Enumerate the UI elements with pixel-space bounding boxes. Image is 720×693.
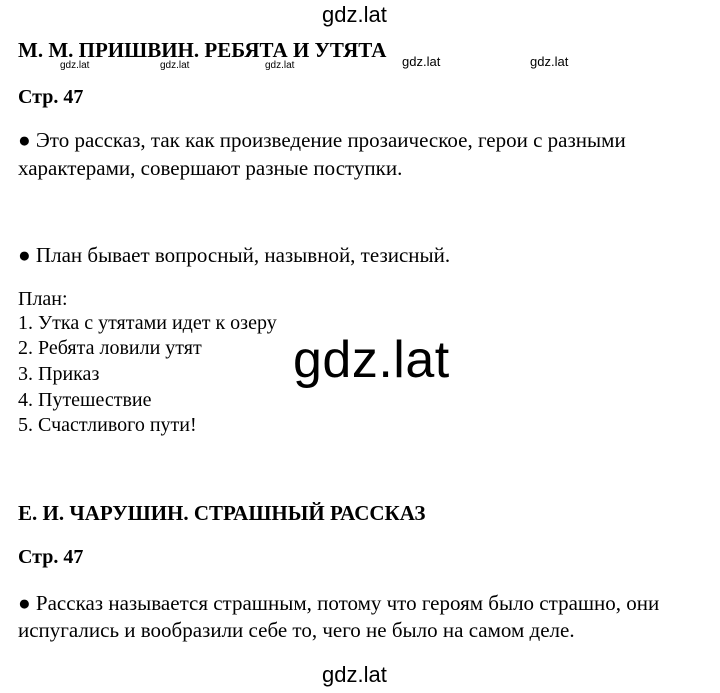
watermark-small-1: gdz.lat: [60, 60, 90, 71]
page-ref-2: Стр. 47: [18, 546, 84, 568]
watermark-small-5: gdz.lat: [530, 54, 569, 69]
watermark-small-3: gdz.lat: [265, 60, 295, 71]
watermark-small-4: gdz.lat: [402, 54, 441, 69]
plan-label: План:: [18, 288, 68, 310]
answer-1-line-2: характерами, совершают разные поступки.: [18, 156, 403, 180]
section-title-charushin: Е. И. ЧАРУШИН. СТРАШНЫЙ РАССКАЗ: [18, 501, 426, 525]
plan-item: 4. Путешествие: [18, 389, 152, 411]
page-ref-1: Стр. 47: [18, 86, 84, 108]
plan-item: 1. Утка с утятами идет к озеру: [18, 312, 277, 334]
plan-item: 5. Счастливого пути!: [18, 414, 197, 436]
watermark-center: gdz.lat: [293, 331, 450, 389]
answer-3-line-1: ● Рассказ называется страшным, потому что героям было страшно, они: [18, 591, 660, 615]
section-title-prishvin: М. М. ПРИШВИН. РЕБЯТА И УТЯТА: [18, 38, 387, 62]
plan-item: 3. Приказ: [18, 363, 100, 385]
plan-item: 2. Ребята ловили утят: [18, 337, 202, 359]
watermark-small-2: gdz.lat: [160, 60, 190, 71]
answer-2: ● План бывает вопросный, назывной, тезисный.: [18, 243, 451, 267]
watermark-top: gdz.lat: [322, 2, 387, 27]
answer-1-line-1: ● Это рассказ, так как произведение прозаическое, герои с разными: [18, 128, 626, 152]
answer-3-line-2: испугались и вообразили себе то, чего не было на самом деле.: [18, 618, 575, 642]
watermark-bottom: gdz.lat: [322, 662, 387, 687]
